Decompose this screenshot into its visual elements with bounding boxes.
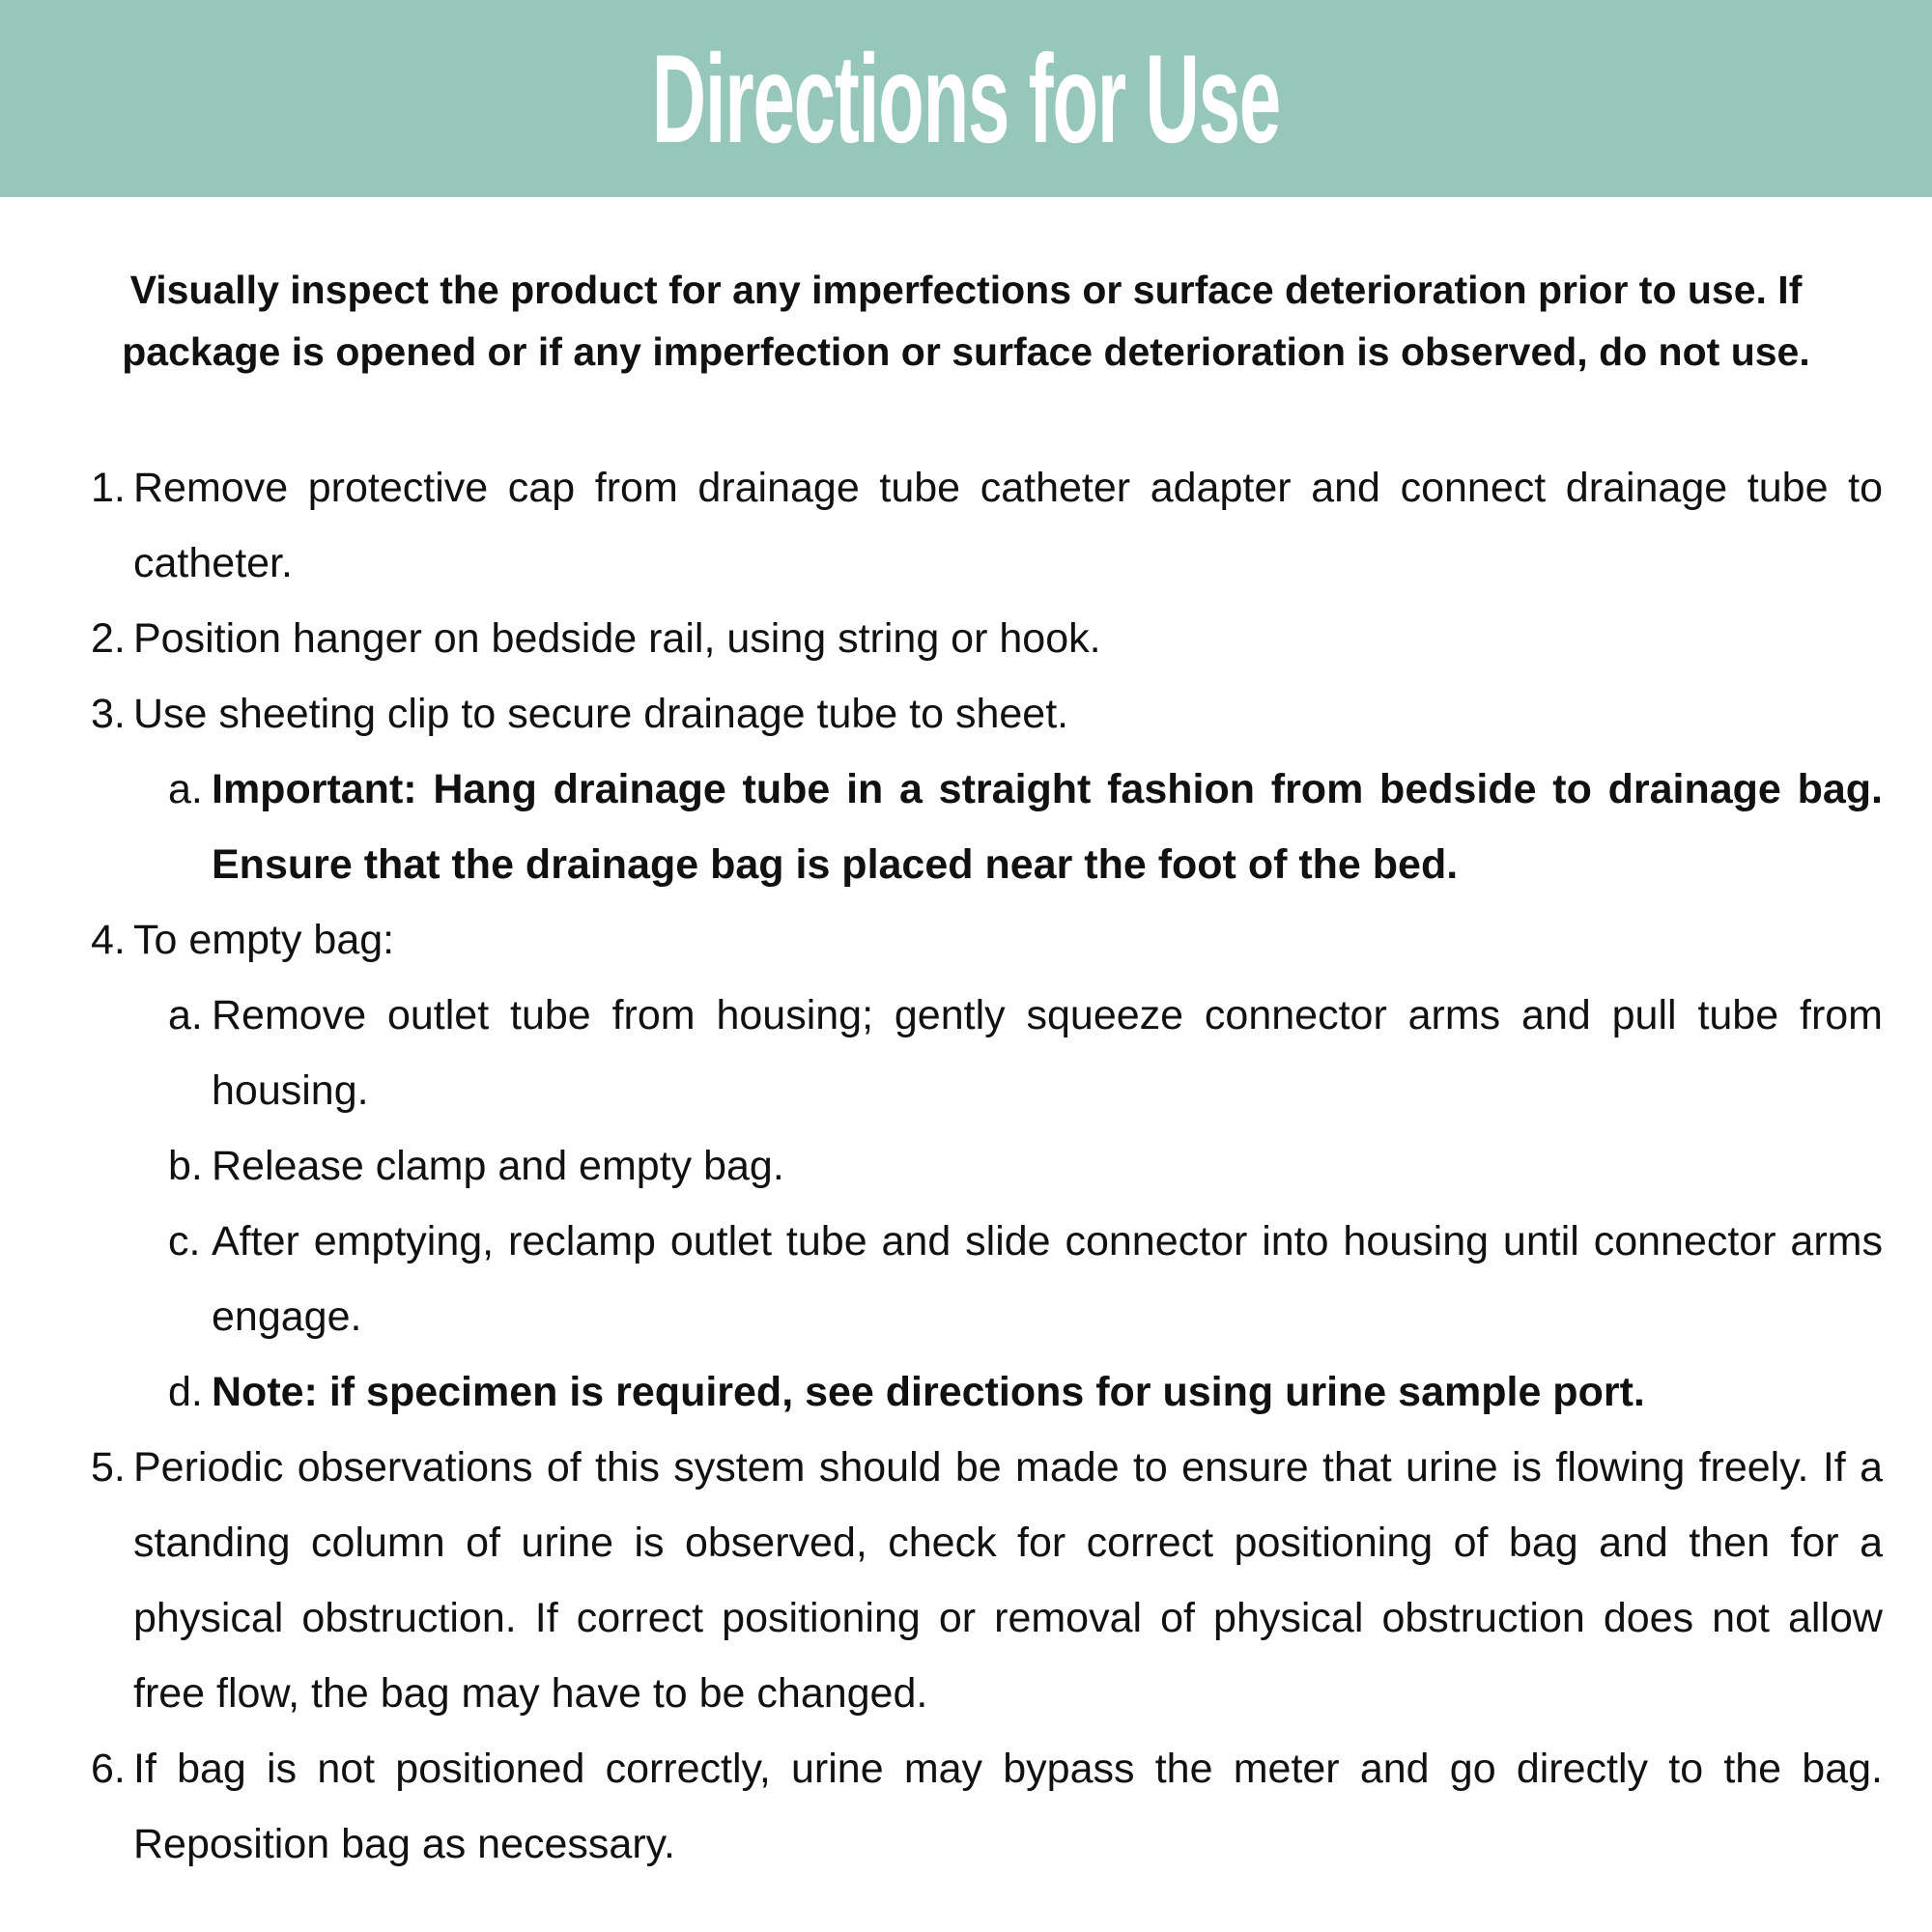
item-text: Position hanger on bedside rail, using string or hook. <box>133 615 1101 662</box>
list-item-6 <box>0 1731 1932 1882</box>
item-text: If bag is not positioned correctly, urine may bypass the meter and go directly to the bag. Reposition bag as necessary. <box>133 1746 1883 1867</box>
item-letter: a. <box>168 766 203 812</box>
item-text: Use sheeting clip to secure drainage tube to sheet. <box>133 691 1069 737</box>
header-banner <box>0 0 1932 197</box>
important-note: Important: Hang drainage tube in a straight fashion from bedside to drainage bag. Ensure that the drainage bag is placed near the foot of the bed. <box>212 766 1883 888</box>
item-letter: c. <box>168 1218 201 1264</box>
list-item-4a <box>0 978 1932 1128</box>
directions-list <box>0 450 1932 1882</box>
item-text: Remove protective cap from drainage tube catheter adapter and connect drainage tube to catheter. <box>133 465 1883 586</box>
list-item-2 <box>0 601 1932 676</box>
list-item-4c <box>0 1204 1932 1354</box>
item-letter: b. <box>168 1143 203 1189</box>
item-letter: d. <box>168 1369 203 1415</box>
item-number: 5. <box>91 1444 126 1491</box>
specimen-note: Note: if specimen is required, see directions for using urine sample port. <box>212 1369 1645 1415</box>
item-number: 6. <box>91 1746 126 1792</box>
list-item-1 <box>0 450 1932 601</box>
item-text: Periodic observations of this system should be made to ensure that urine is flowing freely. If a standing column of urine is observed, check for correct positioning of bag and then for a physical obstruction. If correct positioning or removal of physical obstruction does not allow free flow, the bag may have to be changed. <box>133 1444 1883 1717</box>
item-number: 2. <box>91 615 126 662</box>
inspection-warning: Visually inspect the product for any imperfections or surface deterioration prior to use. If package is opened or if any imperfection or surface deterioration is observed, do not use. <box>122 268 1810 374</box>
item-letter: a. <box>168 992 203 1038</box>
item-number: 4. <box>91 917 126 963</box>
list-item-3a <box>0 752 1932 902</box>
item-number: 1. <box>91 465 126 511</box>
item-text: After emptying, reclamp outlet tube and slide connector into housing until connector arms engage. <box>212 1218 1883 1340</box>
list-item-3 <box>0 676 1932 752</box>
item-text: To empty bag: <box>133 917 395 963</box>
page-title: Directions for Use <box>651 28 1281 169</box>
item-number: 3. <box>91 691 126 737</box>
list-item-4 <box>0 902 1932 978</box>
list-item-5 <box>0 1430 1932 1731</box>
item-text: Remove outlet tube from housing; gently squeeze connector arms and pull tube from housing. <box>212 992 1883 1114</box>
list-item-4d <box>0 1354 1932 1430</box>
item-text: Release clamp and empty bag. <box>212 1143 784 1189</box>
list-item-4b <box>0 1128 1932 1204</box>
